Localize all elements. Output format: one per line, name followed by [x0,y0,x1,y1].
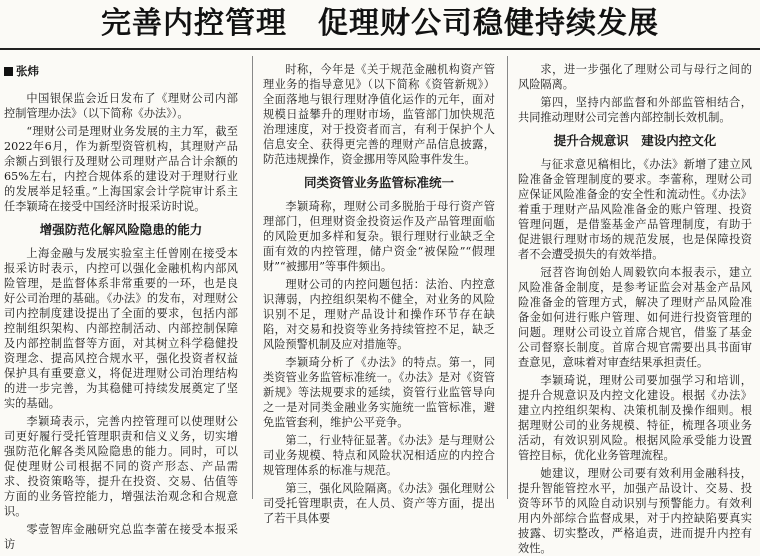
column-2 [252,56,507,525]
square-bullet-icon [4,67,13,76]
paragraph: 她建议，理财公司要有效利用金融科技，提升智能管控水平，加强产品设计、交易、投资等环节的风险自动识别与预警能力。有效利用内外部综合监督成果，对于内控缺陷要真实披露、切实整改，严格追责，进而提升内控有效性。 [518,467,752,555]
paragraph: 第二，行业特征显著。《办法》是与理财公司业务规模、特点和风险状况相适应的内控合规管理体系的标准与规范。 [263,434,495,477]
paragraph: 李颖琦说，理财公司要加强学习和培训，提升合规意识及内控文化建设。根据《办法》建立内控组织架构、决策机制及操作细则。根据理财公司的业务规模、特征，梳理各项业务活动，有效识别风险。根据风险承受能力设置管控目标，优化业务管理流程。 [518,374,752,462]
headline-rule [0,48,760,50]
paragraph: 求，进一步强化了理财公司与母行之间的风险隔离。 [518,63,752,91]
paragraph: 零壹智库金融研究总监李蕾在接受本报采访 [4,523,238,551]
paragraph: “理财公司是理财业务发展的主力军，截至2022年6月，作为新型资管机构，其理财产品余额占到银行及理财公司理财产品合计余额的65%左右，内控合规体系的建设对于理财行业的发展举足轻重。”上海国家会计学院审计系主任李颖琦在接受中国经济时报采访时说。 [4,125,238,213]
author-name: 张炜 [16,64,39,78]
column-3 [507,56,760,555]
column-1 [0,56,252,551]
paragraph: 与征求意见稿相比，《办法》新增了建立风险准备金管理制度的要求。李蕾称，理财公司应保证风险准备金的安全性和流动性。《办法》着重于理财产品风险准备金的账户管理、投资管理问题，是借鉴基金产品管理制度，有助于促进银行理财市场的规范发展，也是保障投资者不会遭受损失的有效举措。 [518,158,752,261]
paragraph: 时称，今年是《关于规范金融机构资产管理业务的指导意见》（以下简称《资管新规》）全面落地与银行理财净值化运作的元年，面对规模日益攀升的理财市场，监管部门加快规范治理速度，对于投资者而言，有利于保护个人信息安全、获得更完善的理财产品信息披露，防范违规操作，资金挪用等风险事件发生。 [263,63,495,166]
paragraph: 李颖琦分析了《办法》的特点。第一，同类资管业务监管标准统一。《办法》是对《资管新规》等法规要求的延续，资管行业监管导向之一是对同类金融业务实施统一监管标准，避免监管套利，维护公平竞争。 [263,356,495,429]
paragraph: 李颖琦表示，完善内控管理可以使理财公司更好履行受托管理职责和信义义务，切实增强防范化解各类风险隐患的能力。同时，可以促使理财公司根据不同的资产形态、产品需求、投资策略等，提升在投资、交易、估值等方面的业务管控能力，增强法治观念和合规意识。 [4,415,238,518]
section-heading: 增强防范化解风险隐患的能力 [39,222,203,237]
paragraph: 上海金融与发展实验室主任曾刚在接受本报采访时表示，内控可以强化金融机构内部风险管理，是监督体系非常重要的一环，也是良好公司治理的基础。《办法》的发布，对理财公司内控制度建设提出了全面的要求，包括内部控制组织架构、内部控制活动、内部控制保障及内部控制监督等方面，对其树立科学稳健投资理念、提高风控合规水平，强化投资者权益保护具有重要意义，将促进理财公司治理结构的进一步完善，为其稳健可持续发展奠定了坚实的基础。 [4,247,238,410]
paragraph: 理财公司的内控问题包括：法治、内控意识薄弱，内控组织架构不健全，对业务的风险识别不足，理财产品设计和操作环节存在缺陷，对交易和投资等业务持续管控不足，缺乏风险预警机制及应对措施等。 [263,278,495,351]
paragraph: 第三，强化风险隔离。《办法》强化理财公司受托管理职责，在人员、资产等方面，提出了若干具体要 [263,482,495,525]
paragraph: 冠苕咨询创始人周毅钦向本报表示，建立风险准备金制度，是参考证监会对基金产品风险准备金的管理方式，解决了理财产品风险准备金如何进行账户管理、如何进行投资管理的问题。理财公司设立首席合规官，借鉴了基金公司督察长制度。首席合规官需要出具书面审查意见，意味着对审查结果承担责任。 [518,266,752,369]
byline [4,64,238,79]
paragraph: 第四，坚持内部监督和外部监管相结合，共同推动理财公司完善内部控制长效机制。 [518,96,752,124]
section-heading: 提升合规意识 建设内控文化 [553,133,717,148]
headline: 完善内控管理 促理财公司稳健持续发展 [101,6,659,41]
article-body [0,56,760,555]
paragraph: 中国银保监会近日发布了《理财公司内部控制管理办法》（以下简称《办法》）。 [4,92,238,120]
paragraph: 李颖琦称，理财公司多脱胎于母行资产管理部门，但理财资金投资运作及产品管理面临的风险更加多样和复杂。银行理财行业缺乏全面有效的内控管理，储户资金“被保险”“假理财”“被挪用”等事件频出。 [263,200,495,273]
section-heading: 同类资管业务监管标准统一 [303,175,454,190]
